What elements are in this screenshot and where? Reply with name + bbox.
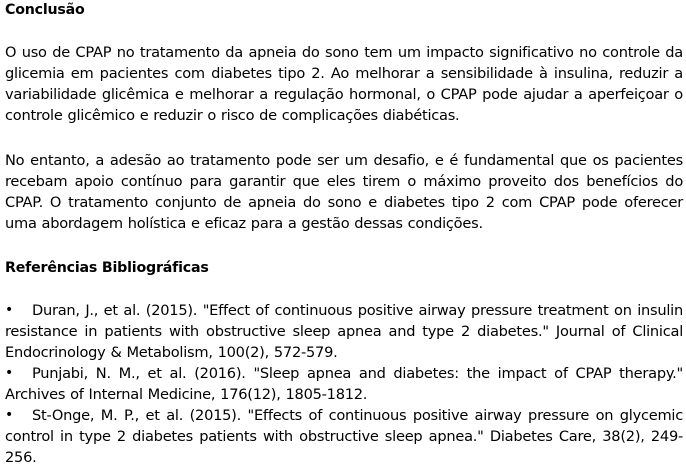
bullet-icon: • [5, 302, 14, 318]
references-list [5, 300, 683, 468]
reference-text: Punjabi, N. M., et al. (2016). "Sleep apnea and diabetes: the impact of CPAP therapy." Archives of Internal Medicine, 176(12), 1805-1812. [5, 365, 683, 403]
conclusion-paragraph-1: O uso de CPAP no tratamento da apneia do sono tem um impacto significativo no controle da glicemia em pacientes com diabetes tipo 2. Ao melhorar a sensibilidade à insulina, reduzir a variabilidade glicêmica e melhorar a regulação hormonal, o CPAP pode ajudar a aperfeiçoar o controle glicêmico e reduzir o risco de complicações diabéticas. [5, 44, 683, 124]
reference-item [5, 363, 683, 405]
reference-text: St-Onge, M. P., et al. (2015). "Effects of continuous positive airway pressure on glycemic control in type 2 diabetes patients with obstructive sleep apnea." Diabetes Care, 38(2), 249-256. [5, 407, 683, 466]
reference-text: Duran, J., et al. (2015). "Effect of continuous positive airway pressure treatment on insulin resistance in patients with obstructive sleep apnea and type 2 diabetes." Journal of Clinical Endocrinology & Metabolism, 100(2), 572-579. [5, 302, 683, 361]
conclusion-paragraph-2: No entanto, a adesão ao tratamento pode ser um desafio, e é fundamental que os pacientes recebam apoio contínuo para garantir que eles tirem o máximo proveito dos benefícios do CPAP. O tratamento conjunto de apneia do sono e diabetes tipo 2 com CPAP pode oferecer uma abordagem holística e eficaz para a gestão dessas condições. [5, 152, 683, 232]
bullet-icon: • [5, 407, 14, 423]
reference-item [5, 405, 683, 468]
references-heading: Referências Bibliográficas [5, 260, 209, 276]
conclusion-heading: Conclusão [5, 2, 85, 18]
bullet-icon: • [5, 365, 14, 381]
reference-item [5, 300, 683, 363]
